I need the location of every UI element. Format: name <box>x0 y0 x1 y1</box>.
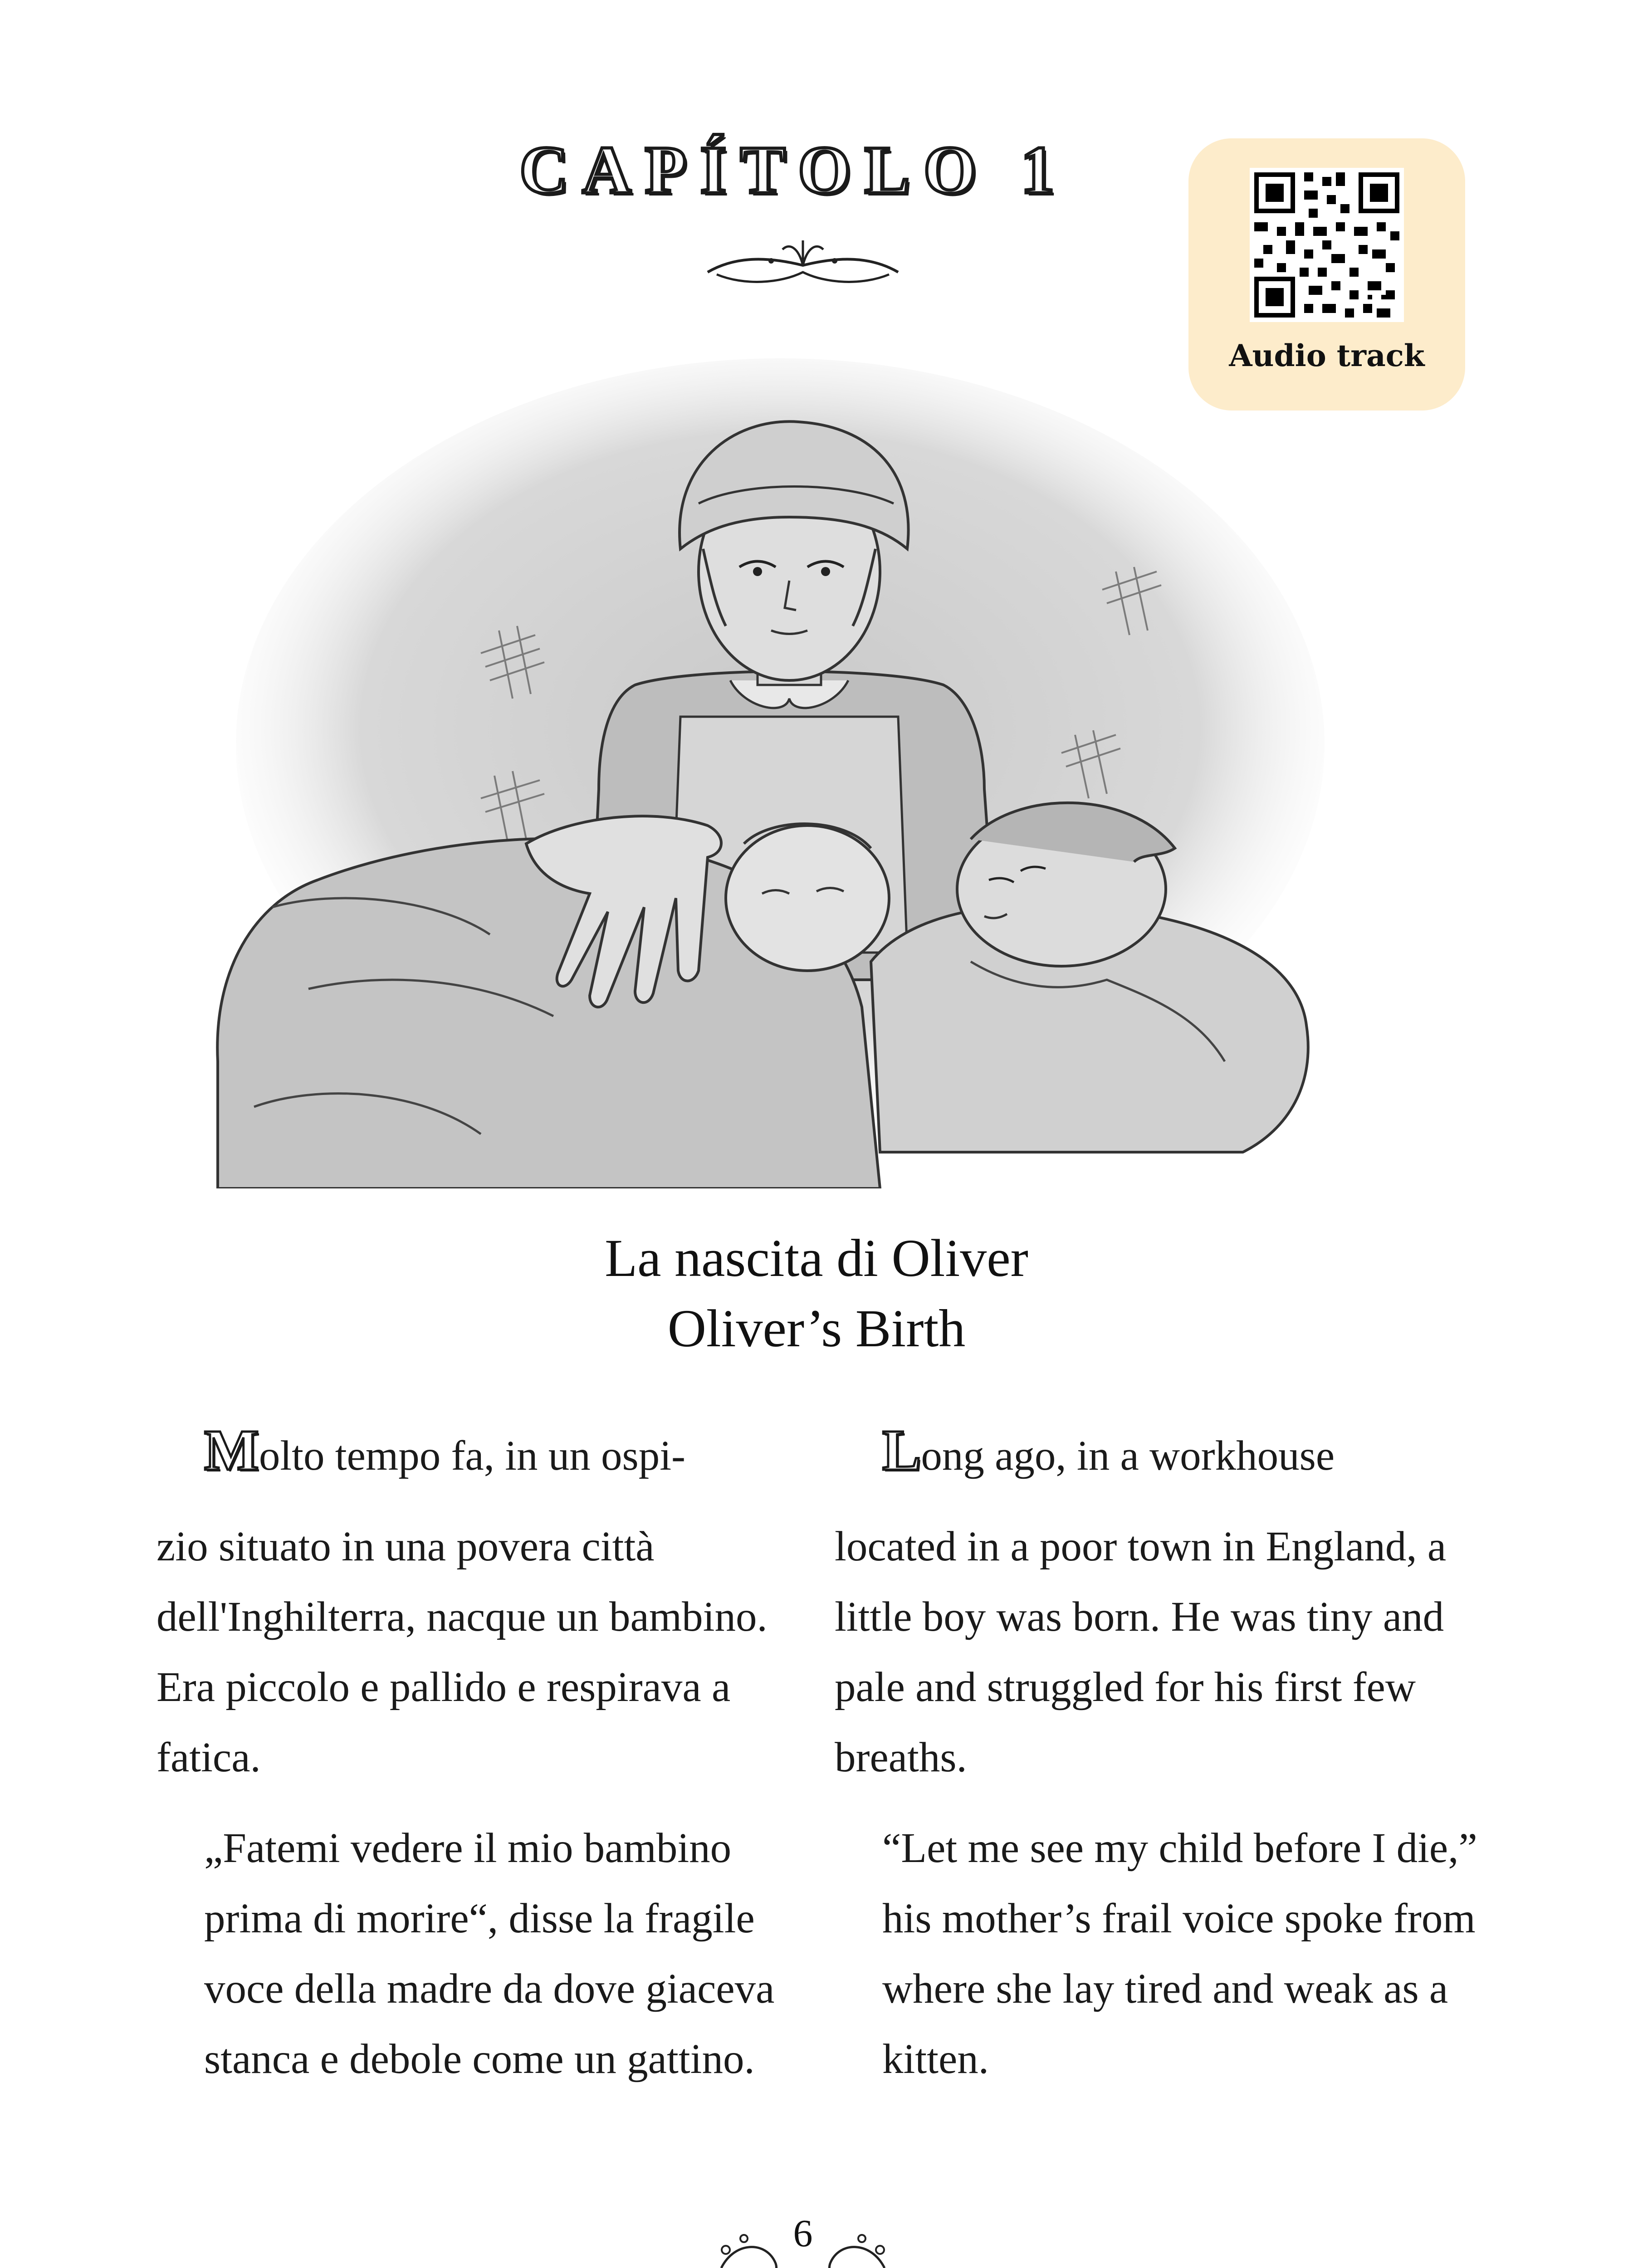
chapter-title-english: Oliver’s Birth <box>667 1299 966 1358</box>
italian-first-line-text: olto tempo fa, in un ospi- <box>259 1432 686 1479</box>
audio-track-label[interactable]: Audio track <box>1229 338 1425 373</box>
english-paragraph-2 <box>835 1813 1479 2094</box>
english-first-line <box>835 1415 1479 1491</box>
qr-code-icon[interactable] <box>1250 168 1404 322</box>
page-number: 6 <box>793 2211 813 2255</box>
drop-cap: L <box>882 1418 921 1482</box>
chapter-title-italian: La nascita di Oliver <box>605 1228 1028 1288</box>
english-paragraph-1 <box>835 1415 1479 1793</box>
italian-paragraph-1-rest: zio situato in una povera città dell'Inghilterra, nacque un bambino. Era piccolo e pallido e respirava a fatica. <box>156 1523 768 1781</box>
italian-paragraph-1 <box>156 1415 801 1793</box>
flourish-ornament-icon <box>699 229 907 288</box>
italian-paragraph-2-text: „Fatemi vedere il mio bambino prima di morire“, disse la fragile voce della madre da dove giaceva stanca e debole come un gattino. <box>204 1825 775 2082</box>
drop-cap: M <box>204 1418 259 1482</box>
english-text-column <box>835 1415 1479 2115</box>
chapter-heading: CAPÍTOLO 1 <box>519 132 1068 208</box>
english-paragraph-2-text: “Let me see my child before I die,” his mother’s frail voice spoke from where she lay tired and weak as a kitten. <box>882 1825 1477 2082</box>
english-paragraph-1-rest: located in a poor town in England, a little boy was born. He was tiny and pale and struggled for his first few breaths. <box>835 1523 1447 1781</box>
italian-first-line <box>156 1415 801 1491</box>
italian-text-column <box>156 1415 801 2115</box>
english-first-line-text: ong ago, in a workhouse <box>921 1432 1335 1479</box>
italian-paragraph-2 <box>156 1813 801 2094</box>
nurse-mother-baby-illustration <box>200 336 1361 1188</box>
